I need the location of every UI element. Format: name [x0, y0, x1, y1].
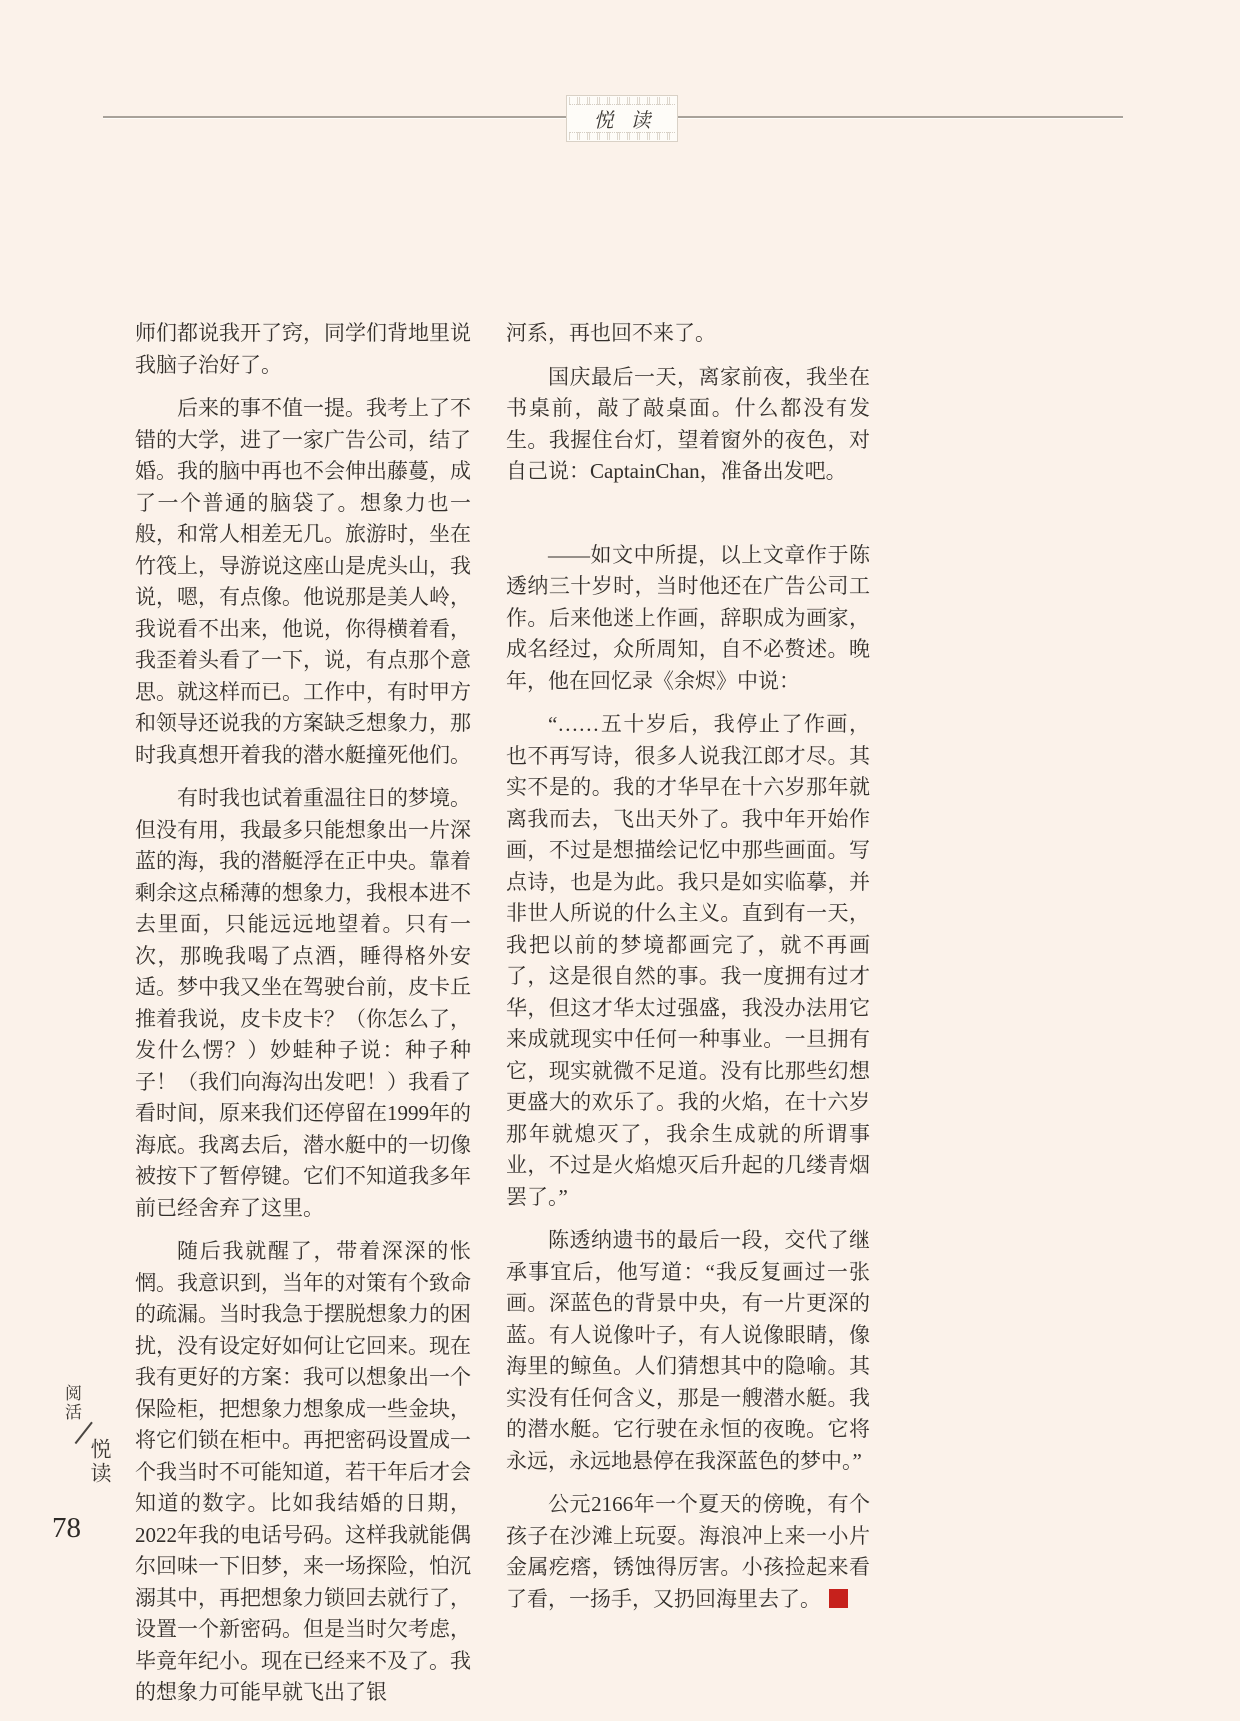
- paragraph-ending-text: 公元2166年一个夏天的傍晚，有个孩子在沙滩上玩耍。海浪冲上来一小片金属疙瘩，锈蚀得厉害。小孩捡起来看了看，一扬手，又扔回海里去了。: [506, 1492, 870, 1611]
- paragraph: 随后我就醒了，带着深深的怅惘。我意识到，当年的对策有个致命的疏漏。当时我急于摆脱想象力的困扰，没有设定好如何让它回来。现在我有更好的方案：我可以想象出一个保险柜，把想象力想象成一些金块，将它们锁在柜中。再把密码设置成一个我当时不可能知道，若干年后才会知道的数字。比如我结婚的日期，2022年我的电话号码。这样我就能偶尔回味一下旧梦，来一场探险，怕沉溺其中，再把想象力锁回去就行了，设置一个新密码。但是当时欠考虑，毕竟年纪小。现在已经来不及了。我的想象力可能早就飞出了银: [135, 1239, 471, 1704]
- paragraph: 师们都说我开了窍，同学们背地里说我脑子治好了。: [135, 321, 471, 377]
- paragraph-afterword: ——如文中所提，以上文章作于陈透纳三十岁时，当时他还在广告公司工作。后来他迷上作画，辞职成为画家，成名经过，众所周知，自不必赘述。晚年，他在回忆录《余烬》中说：: [506, 542, 870, 693]
- folio-section-small: 阅活: [62, 1384, 81, 1422]
- stamp-perforation-bottom: [569, 132, 675, 140]
- paragraph-memoir-quote: “……五十岁后，我停止了作画，也不再写诗，很多人说我江郎才尽。其实不是的。我的才华早在十六岁那年就离我而去，飞出天外了。我中年开始作画，不过是想描绘记忆中那些画面。写点诗，也是为此。我只是如实临摹，并非世人所说的什么主义。直到有一天，我把以前的梦境都画完了，就不再画了，这是很自然的事。我一度拥有过才华，但这才华太过强盛，我没办法用它来成就现实中任何一种事业。一旦拥有它，现实就微不足道。没有比那些幻想更盛大的欢乐了。我的火焰，在十六岁那年就熄灭了，我余生成就的所谓事业，不过是火焰熄灭后升起的几缕青烟罢了。”: [506, 712, 870, 1209]
- section-title: 悦 读: [593, 110, 657, 132]
- article-column-right: [506, 318, 870, 1627]
- article-column-left: [135, 318, 471, 1721]
- page-number: 78: [52, 1512, 81, 1544]
- section-stamp: [566, 95, 678, 142]
- folio-section-large: 悦读: [88, 1438, 111, 1486]
- end-of-article-square-icon: [829, 1589, 848, 1608]
- paragraph: 后来的事不值一提。我考上了不错的大学，进了一家广告公司，结了婚。我的脑中再也不会伸出藤蔓，成了一个普通的脑袋了。想象力也一般，和常人相差无几。旅游时，坐在竹筏上，导游说这座山是虎头山，我说，嗯，有点像。他说那是美人岭，我说看不出来，他说，你得横着看，我歪着头看了一下，说，有点那个意思。就这样而已。工作中，有时甲方和领导还说我的方案缺乏想象力，那时我真想开着我的潜水艇撞死他们。: [135, 396, 471, 767]
- paragraph: 河系，再也回不来了。: [506, 321, 716, 345]
- stamp-perforation-top: [569, 97, 675, 105]
- paragraph: 国庆最后一天，离家前夜，我坐在书桌前，敲了敲桌面。什么都没有发生。我握住台灯，望着窗外的夜色，对自己说：CaptainChan，准备出发吧。: [506, 364, 870, 483]
- paragraph: 有时我也试着重温往日的梦境。但没有用，我最多只能想象出一片深蓝的海，我的潜艇浮在正中央。靠着剩余这点稀薄的想象力，我根本进不去里面，只能远远地望着。只有一次，那晚我喝了点酒，睡得格外安适。梦中我又坐在驾驶台前，皮卡丘推着我说，皮卡皮卡？（你怎么了，发什么愣？）妙蛙种子说：种子种子！（我们向海沟出发吧！）我看了看时间，原来我们还停留在1999年的海底。我离去后，潜水艇中的一切像被按下了暂停键。它们不知道我多年前已经舍弃了这里。: [135, 786, 471, 1220]
- paragraph-ending: [506, 1489, 870, 1615]
- paragraph-testament-quote: 陈透纳遗书的最后一段，交代了继承事宜后，他写道：“我反复画过一张画。深蓝色的背景中央，有一片更深的蓝。有人说像叶子，有人说像眼睛，像海里的鲸鱼。人们猜想其中的隐喻。其实没有任何含义，那是一艘潜水艇。我的潜水艇。它行驶在永恒的夜晚。它将永远，永远地悬停在我深蓝色的梦中。”: [506, 1228, 870, 1473]
